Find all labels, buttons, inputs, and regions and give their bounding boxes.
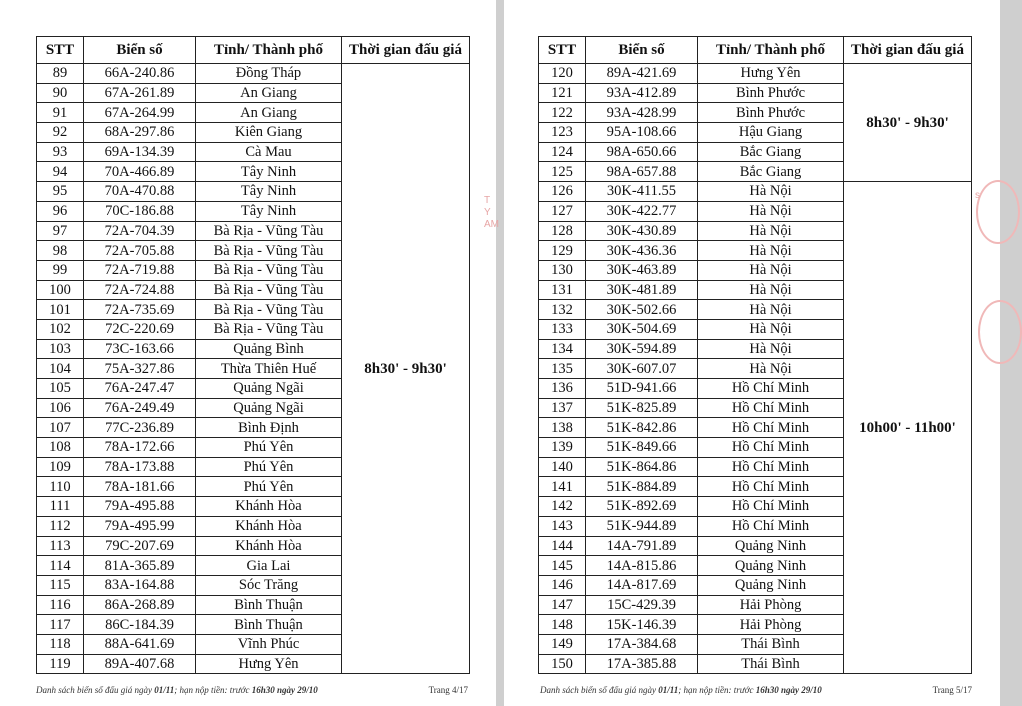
row-stt: 126 xyxy=(539,182,586,202)
row-province: An Giang xyxy=(196,103,342,123)
footer-deadline: 16h30 ngày 29/10 xyxy=(251,685,318,695)
stamp-fragment: s xyxy=(975,190,980,201)
row-stt: 94 xyxy=(37,162,84,182)
row-stt: 142 xyxy=(539,497,586,517)
row-plate: 79A-495.88 xyxy=(84,497,196,517)
row-plate: 67A-264.99 xyxy=(84,103,196,123)
row-province: Quảng Ninh xyxy=(698,575,844,595)
row-plate: 14A-817.69 xyxy=(586,575,698,595)
row-province: Bình Phước xyxy=(698,103,844,123)
row-stt: 124 xyxy=(539,142,586,162)
row-plate: 68A-297.86 xyxy=(84,123,196,143)
row-stt: 105 xyxy=(37,379,84,399)
row-province: Bà Rịa - Vũng Tàu xyxy=(196,280,342,300)
row-stt: 128 xyxy=(539,221,586,241)
row-plate: 72A-705.88 xyxy=(84,241,196,261)
row-stt: 89 xyxy=(37,64,84,84)
row-plate: 66A-240.86 xyxy=(84,64,196,84)
plate-table-body xyxy=(539,64,972,674)
row-stt: 110 xyxy=(37,477,84,497)
row-province: Hậu Giang xyxy=(698,123,844,143)
row-province: Bắc Giang xyxy=(698,142,844,162)
page-footer xyxy=(540,685,972,695)
row-stt: 108 xyxy=(37,438,84,458)
row-stt: 139 xyxy=(539,438,586,458)
row-stt: 97 xyxy=(37,221,84,241)
row-stt: 134 xyxy=(539,339,586,359)
row-plate: 30K-422.77 xyxy=(586,201,698,221)
row-plate: 88A-641.69 xyxy=(84,634,196,654)
row-stt: 150 xyxy=(539,654,586,674)
footer-mid: ; hạn nộp tiền: trước xyxy=(174,685,252,695)
row-stt: 91 xyxy=(37,103,84,123)
row-stt: 98 xyxy=(37,241,84,261)
document-page-left xyxy=(0,0,499,706)
auction-time-cell: 8h30' - 9h30' xyxy=(844,64,972,182)
row-stt: 93 xyxy=(37,142,84,162)
plate-table-right xyxy=(538,36,972,674)
row-province: Khánh Hòa xyxy=(196,497,342,517)
footer-deadline: 16h30 ngày 29/10 xyxy=(755,685,822,695)
row-plate: 67A-261.89 xyxy=(84,83,196,103)
row-province: Bình Thuận xyxy=(196,595,342,615)
row-stt: 149 xyxy=(539,634,586,654)
row-province: Hồ Chí Minh xyxy=(698,457,844,477)
row-plate: 30K-463.89 xyxy=(586,260,698,280)
row-province: Bà Rịa - Vũng Tàu xyxy=(196,221,342,241)
row-plate: 17A-384.68 xyxy=(586,634,698,654)
row-province: Quảng Bình xyxy=(196,339,342,359)
row-province: Bắc Giang xyxy=(698,162,844,182)
row-plate: 93A-412.89 xyxy=(586,83,698,103)
row-plate: 30K-504.69 xyxy=(586,319,698,339)
row-province: Quảng Ngãi xyxy=(196,398,342,418)
row-province: Bình Thuận xyxy=(196,615,342,635)
row-province: Phú Yên xyxy=(196,438,342,458)
row-province: Bình Phước xyxy=(698,83,844,103)
row-province: Hà Nội xyxy=(698,221,844,241)
row-province: Hà Nội xyxy=(698,280,844,300)
row-stt: 102 xyxy=(37,319,84,339)
row-stt: 113 xyxy=(37,536,84,556)
row-stt: 109 xyxy=(37,457,84,477)
row-province: Hải Phòng xyxy=(698,595,844,615)
row-province: Hồ Chí Minh xyxy=(698,438,844,458)
row-stt: 92 xyxy=(37,123,84,143)
row-plate: 95A-108.66 xyxy=(586,123,698,143)
table-row xyxy=(37,64,470,84)
row-plate: 86A-268.89 xyxy=(84,595,196,615)
row-stt: 144 xyxy=(539,536,586,556)
document-page-right xyxy=(504,0,1000,706)
row-plate: 86C-184.39 xyxy=(84,615,196,635)
row-province: Hồ Chí Minh xyxy=(698,379,844,399)
row-plate: 89A-407.68 xyxy=(84,654,196,674)
row-plate: 79C-207.69 xyxy=(84,536,196,556)
row-stt: 118 xyxy=(37,634,84,654)
table-header-row xyxy=(539,37,972,64)
row-province: Tây Ninh xyxy=(196,201,342,221)
row-plate: 70A-466.89 xyxy=(84,162,196,182)
row-plate: 78A-173.88 xyxy=(84,457,196,477)
row-stt: 135 xyxy=(539,359,586,379)
header-province: Tỉnh/ Thành phố xyxy=(196,37,342,64)
row-province: Hồ Chí Minh xyxy=(698,418,844,438)
row-stt: 143 xyxy=(539,516,586,536)
row-plate: 51K-884.89 xyxy=(586,477,698,497)
row-plate: 72C-220.69 xyxy=(84,319,196,339)
row-plate: 98A-650.66 xyxy=(586,142,698,162)
row-province: Sóc Trăng xyxy=(196,575,342,595)
row-stt: 145 xyxy=(539,556,586,576)
row-plate: 70A-470.88 xyxy=(84,182,196,202)
row-stt: 116 xyxy=(37,595,84,615)
row-stt: 127 xyxy=(539,201,586,221)
row-province: Hưng Yên xyxy=(698,64,844,84)
row-province: Hà Nội xyxy=(698,260,844,280)
row-province: Bà Rịa - Vũng Tàu xyxy=(196,260,342,280)
row-plate: 72A-704.39 xyxy=(84,221,196,241)
row-stt: 137 xyxy=(539,398,586,418)
row-province: Tây Ninh xyxy=(196,182,342,202)
footer-date: 01/11 xyxy=(154,685,175,695)
row-plate: 15K-146.39 xyxy=(586,615,698,635)
row-plate: 17A-385.88 xyxy=(586,654,698,674)
row-plate: 51K-892.69 xyxy=(586,497,698,517)
row-province: Cà Mau xyxy=(196,142,342,162)
row-stt: 132 xyxy=(539,300,586,320)
row-stt: 140 xyxy=(539,457,586,477)
row-province: Hà Nội xyxy=(698,319,844,339)
header-stt: STT xyxy=(539,37,586,64)
row-plate: 30K-502.66 xyxy=(586,300,698,320)
row-stt: 130 xyxy=(539,260,586,280)
row-plate: 72A-735.69 xyxy=(84,300,196,320)
row-stt: 146 xyxy=(539,575,586,595)
row-province: Hà Nội xyxy=(698,359,844,379)
row-plate: 70C-186.88 xyxy=(84,201,196,221)
row-province: Hồ Chí Minh xyxy=(698,398,844,418)
footer-prefix: Danh sách biển số đấu giá ngày xyxy=(540,685,659,695)
row-stt: 96 xyxy=(37,201,84,221)
row-stt: 112 xyxy=(37,516,84,536)
row-stt: 122 xyxy=(539,103,586,123)
row-province: Quảng Ninh xyxy=(698,556,844,576)
row-stt: 115 xyxy=(37,575,84,595)
row-plate: 30K-481.89 xyxy=(586,280,698,300)
row-province: Hồ Chí Minh xyxy=(698,477,844,497)
row-plate: 69A-134.39 xyxy=(84,142,196,162)
row-province: Vĩnh Phúc xyxy=(196,634,342,654)
row-plate: 30K-430.89 xyxy=(586,221,698,241)
row-stt: 136 xyxy=(539,379,586,399)
row-plate: 78A-172.66 xyxy=(84,438,196,458)
row-province: Thừa Thiên Huế xyxy=(196,359,342,379)
row-plate: 14A-791.89 xyxy=(586,536,698,556)
row-plate: 30K-594.89 xyxy=(586,339,698,359)
row-stt: 101 xyxy=(37,300,84,320)
row-stt: 125 xyxy=(539,162,586,182)
row-province: Kiên Giang xyxy=(196,123,342,143)
row-plate: 81A-365.89 xyxy=(84,556,196,576)
row-province: Quảng Ninh xyxy=(698,536,844,556)
row-stt: 131 xyxy=(539,280,586,300)
page-number: Trang 5/17 xyxy=(932,685,972,695)
row-plate: 51K-825.89 xyxy=(586,398,698,418)
row-plate: 51K-944.89 xyxy=(586,516,698,536)
table-row xyxy=(539,64,972,84)
row-plate: 51K-864.86 xyxy=(586,457,698,477)
row-province: Quảng Ngãi xyxy=(196,379,342,399)
red-stamp-mark xyxy=(978,300,1022,364)
row-plate: 30K-607.07 xyxy=(586,359,698,379)
row-province: Hà Nội xyxy=(698,241,844,261)
row-stt: 117 xyxy=(37,615,84,635)
row-province: Phú Yên xyxy=(196,457,342,477)
row-province: Đồng Tháp xyxy=(196,64,342,84)
row-stt: 141 xyxy=(539,477,586,497)
row-province: Hà Nội xyxy=(698,300,844,320)
row-province: Gia Lai xyxy=(196,556,342,576)
row-stt: 114 xyxy=(37,556,84,576)
row-province: Khánh Hòa xyxy=(196,536,342,556)
row-province: Hà Nội xyxy=(698,339,844,359)
row-plate: 93A-428.99 xyxy=(586,103,698,123)
row-plate: 76A-247.47 xyxy=(84,379,196,399)
footer-prefix: Danh sách biển số đấu giá ngày xyxy=(36,685,155,695)
row-stt: 111 xyxy=(37,497,84,517)
row-province: Hà Nội xyxy=(698,201,844,221)
row-province: Thái Bình xyxy=(698,634,844,654)
stamp-fragment: T Y AM xyxy=(484,195,499,230)
row-plate: 77C-236.89 xyxy=(84,418,196,438)
row-province: Tây Ninh xyxy=(196,162,342,182)
row-stt: 147 xyxy=(539,595,586,615)
row-stt: 103 xyxy=(37,339,84,359)
page-footer xyxy=(36,685,468,695)
row-plate: 98A-657.88 xyxy=(586,162,698,182)
row-stt: 133 xyxy=(539,319,586,339)
plate-table-left xyxy=(36,36,470,674)
row-stt: 100 xyxy=(37,280,84,300)
row-province: Bà Rịa - Vũng Tàu xyxy=(196,319,342,339)
row-province: Bà Rịa - Vũng Tàu xyxy=(196,300,342,320)
red-stamp-mark xyxy=(976,180,1020,244)
footer-date: 01/11 xyxy=(658,685,679,695)
header-plate: Biển số xyxy=(586,37,698,64)
row-plate: 73C-163.66 xyxy=(84,339,196,359)
row-plate: 51K-849.66 xyxy=(586,438,698,458)
header-auction-time: Thời gian đấu giá xyxy=(844,37,972,64)
row-plate: 51D-941.66 xyxy=(586,379,698,399)
row-province: Hưng Yên xyxy=(196,654,342,674)
row-stt: 148 xyxy=(539,615,586,635)
row-stt: 120 xyxy=(539,64,586,84)
row-plate: 72A-719.88 xyxy=(84,260,196,280)
row-plate: 79A-495.99 xyxy=(84,516,196,536)
row-stt: 95 xyxy=(37,182,84,202)
table-header-row xyxy=(37,37,470,64)
row-stt: 123 xyxy=(539,123,586,143)
row-stt: 119 xyxy=(37,654,84,674)
row-plate: 89A-421.69 xyxy=(586,64,698,84)
header-plate: Biển số xyxy=(84,37,196,64)
row-province: Bình Định xyxy=(196,418,342,438)
row-plate: 72A-724.88 xyxy=(84,280,196,300)
row-plate: 30K-436.36 xyxy=(586,241,698,261)
row-province: Hà Nội xyxy=(698,182,844,202)
row-plate: 75A-327.86 xyxy=(84,359,196,379)
row-province: Bà Rịa - Vũng Tàu xyxy=(196,241,342,261)
auction-time-cell: 8h30' - 9h30' xyxy=(342,64,470,674)
row-province: Khánh Hòa xyxy=(196,516,342,536)
row-province: Phú Yên xyxy=(196,477,342,497)
row-stt: 99 xyxy=(37,260,84,280)
row-stt: 138 xyxy=(539,418,586,438)
row-stt: 106 xyxy=(37,398,84,418)
row-province: Hồ Chí Minh xyxy=(698,497,844,517)
row-province: An Giang xyxy=(196,83,342,103)
row-province: Hồ Chí Minh xyxy=(698,516,844,536)
plate-table-body xyxy=(37,64,470,674)
row-province: Hải Phòng xyxy=(698,615,844,635)
row-stt: 107 xyxy=(37,418,84,438)
auction-time-cell: 10h00' - 11h00' xyxy=(844,182,972,674)
row-stt: 104 xyxy=(37,359,84,379)
footer-mid: ; hạn nộp tiền: trước xyxy=(678,685,756,695)
header-auction-time: Thời gian đấu giá xyxy=(342,37,470,64)
row-plate: 14A-815.86 xyxy=(586,556,698,576)
row-plate: 51K-842.86 xyxy=(586,418,698,438)
table-row xyxy=(539,182,972,202)
row-plate: 30K-411.55 xyxy=(586,182,698,202)
row-plate: 76A-249.49 xyxy=(84,398,196,418)
row-stt: 121 xyxy=(539,83,586,103)
header-stt: STT xyxy=(37,37,84,64)
row-province: Thái Bình xyxy=(698,654,844,674)
row-stt: 129 xyxy=(539,241,586,261)
row-stt: 90 xyxy=(37,83,84,103)
row-plate: 83A-164.88 xyxy=(84,575,196,595)
row-plate: 78A-181.66 xyxy=(84,477,196,497)
header-province: Tỉnh/ Thành phố xyxy=(698,37,844,64)
page-number: Trang 4/17 xyxy=(428,685,468,695)
row-plate: 15C-429.39 xyxy=(586,595,698,615)
